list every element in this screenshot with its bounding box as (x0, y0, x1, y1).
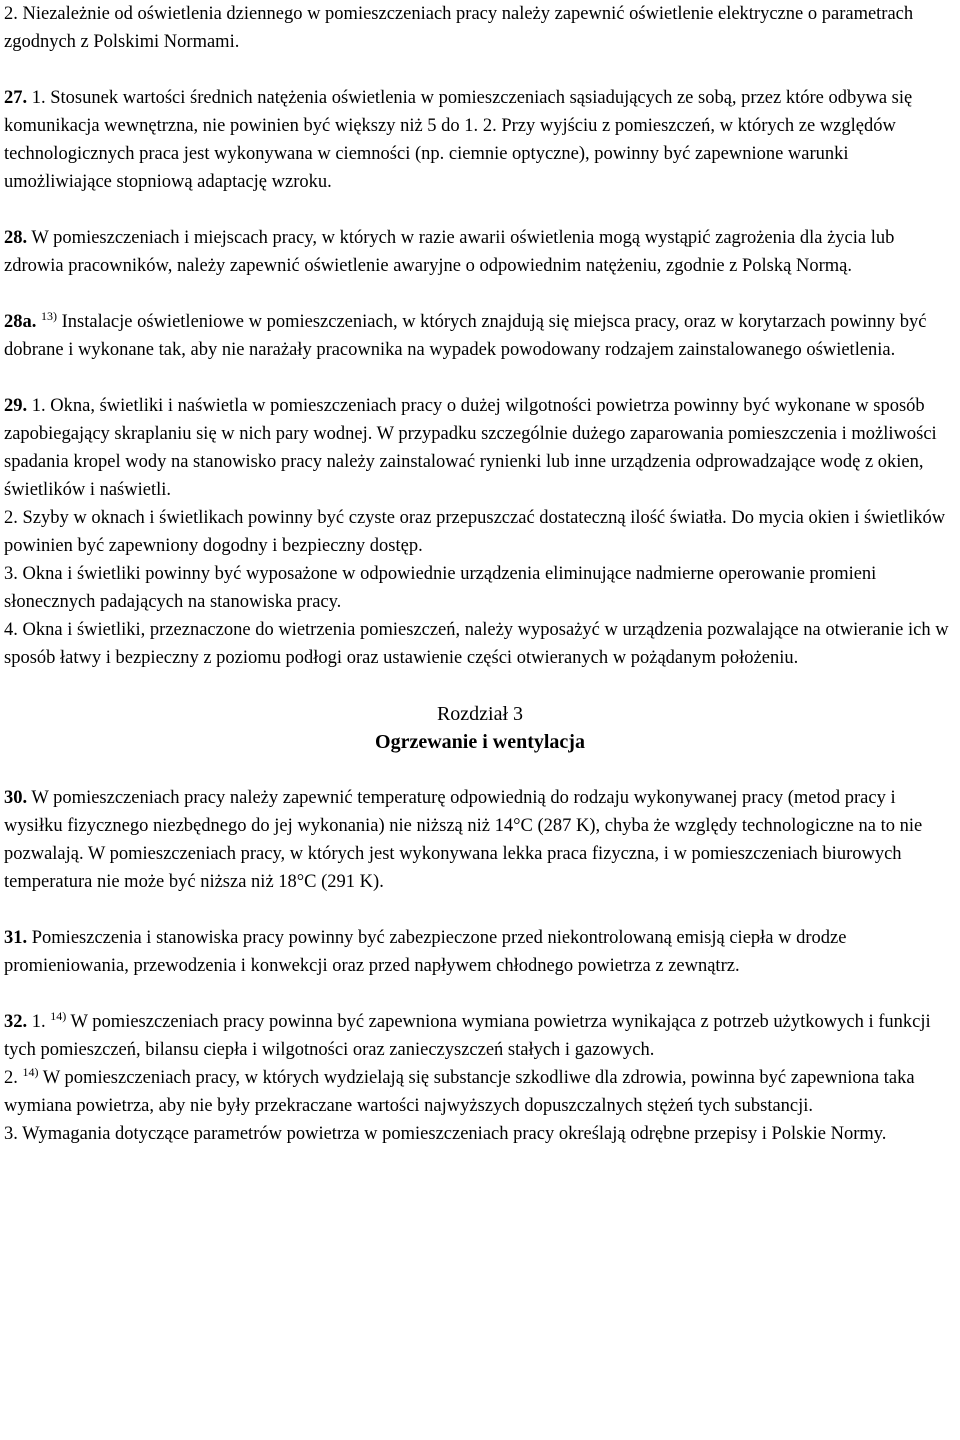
section-28a (4, 308, 956, 364)
section-27-item-1-text: Stosunek wartości średnich natężenia oświetlenia w pomieszczeniach sąsiadujących ze sobą, przez które odbywa się komunikacja wewnętrzna, nie powinien być większy niż 5 do 1. (4, 88, 913, 136)
section-30 (4, 784, 956, 896)
section-27-item-2-text: Przy wyjściu z pomieszczeń, w których ze względów technologicznych praca jest wykonywana w ciemności (np. ciemnie optyczne), powinny być zapewnione warunki umożliwiające stopniową adaptację wzroku. (4, 116, 896, 192)
section-27-item-1 (4, 84, 956, 196)
section-28a-number: 28a. (4, 312, 37, 332)
section-27-item-1-number: 1. (31, 88, 46, 108)
section-32-item-2 (4, 1064, 956, 1120)
footnote-marker-13: 13) (41, 309, 57, 323)
section-28-number: 28. (4, 228, 28, 248)
section-32-item-1 (4, 1008, 956, 1064)
spacer (4, 280, 956, 308)
section-32-item-3: 3. Wymagania dotyczące parametrów powietrza w pomieszczeniach pracy określają odrębne przepisy i Polskie Normy. (4, 1124, 887, 1144)
section-28a-text: Instalacje oświetleniowe w pomieszczeniach, w których znajdują się miejsca pracy, oraz w korytarzach powinny być dobrane i wykonane tak, aby nie narażały pracownika na wypadek powodowany rodzajem zainstalowanego oświetlenia. (4, 312, 927, 360)
spacer (4, 56, 956, 84)
section-32-item-1-text: W pomieszczeniach pracy powinna być zapewniona wymiana powietrza wynikająca z potrzeb użytkowych i funkcji tych pomieszczeń, bilansu ciepła i wilgotności oraz zanieczyszczeń stałych i gazowych. (4, 1012, 931, 1060)
footnote-marker-14: 14) (50, 1009, 67, 1023)
section-28-text: W pomieszczeniach i miejscach pracy, w których w razie awarii oświetlenia mogą wystąpić zagrożenia dla życia lub zdrowia pracowników, należy zapewnić oświetlenie awaryjne o odpowiednim natężeniu, zgodnie z Polską Normą. (4, 228, 895, 276)
section-30-number: 30. (4, 788, 28, 808)
spacer (4, 980, 956, 1008)
section-29-item-1-text: 1. Okna, świetliki i naświetla w pomieszczeniach pracy o dużej wilgotności powietrza powinny być wykonane w sposób zapobiegający skraplaniu się w nich pary wodnej. W przypadku szczególnie dużego zaparowania pomieszczenia i możliwości spadania kropel wody na stanowisko pracy należy zainstalować rynienki lub inne urządzenia odprowadzające wodę z okien, świetlików i naświetli. (4, 396, 937, 500)
spacer (4, 364, 956, 392)
chapter-label: Rozdział 3 (436, 703, 524, 725)
section-31 (4, 924, 956, 980)
section-32-item-1-number: 1. (31, 1012, 46, 1032)
section-29-number: 29. (4, 396, 28, 416)
section-27-number: 27. (4, 88, 28, 108)
section-29-item-1 (4, 392, 956, 504)
section-31-text: Pomieszczenia i stanowiska pracy powinny być zabezpieczone przed niekontrolowaną emisją ciepła w drodze promieniowania, przewodzenia i konwekcji oraz przed napływem chłodnego powietrza z zewnątrz. (4, 928, 847, 976)
paragraph-item-2-lighting: 2. Niezależnie od oświetlenia dziennego w pomieszczeniach pracy należy zapewnić oświetlenie elektryczne o parametrach zgodnych z Polskimi Normami. (4, 4, 914, 52)
section-29-item-4: 4. Okna i świetliki, przeznaczone do wietrzenia pomieszczeń, należy wyposażyć w urządzenia pozwalające na otwieranie ich w sposób łatwy i bezpieczny z poziomu podłogi oraz ustawienie części otwieranych w pożądanym położeniu. (4, 620, 949, 668)
document-page (4, 0, 956, 1148)
section-32-item-2-text: W pomieszczeniach pracy, w których wydzielają się substancje szkodliwe dla zdrowia, powinna być zapewniona taka wymiana powietrza, aby nie były przekraczane wartości najwyższych dopuszczalnych stężeń tych substancji. (4, 1068, 915, 1116)
section-27-item-2-number: 2. (482, 116, 497, 136)
spacer (4, 756, 956, 784)
section-30-text: W pomieszczeniach pracy należy zapewnić temperaturę odpowiednią do rodzaju wykonywanej pracy (metod pracy i wysiłku fizycznego niezbędnego do jej wykonania) nie niższą niż 14°C (287 K), chyba że względy technologiczne na to nie pozwalają. W pomieszczeniach pracy, w których jest wykonywana lekka praca fizyczna, i w pomieszczeniach biurowych temperatura nie może być niższa niż 18°C (291 K). (4, 788, 923, 892)
chapter-title: Ogrzewanie i wentylacja (375, 731, 585, 753)
section-29-item-2: 2. Szyby w oknach i świetlikach powinny być czyste oraz przepuszczać dostateczną ilość światła. Do mycia okien i świetlików powinien być zapewniony dogodny i bezpieczny dostęp. (4, 508, 946, 556)
spacer (4, 196, 956, 224)
spacer (4, 896, 956, 924)
section-32-item-2-number: 2. (4, 1068, 18, 1088)
section-31-number: 31. (4, 928, 28, 948)
section-32-number: 32. (4, 1012, 28, 1032)
footnote-marker-14: 14) (22, 1065, 39, 1079)
section-29-item-3: 3. Okna i świetliki powinny być wyposażone w odpowiednie urządzenia eliminujące nadmierne operowanie promieni słonecznych padających na stanowiska pracy. (4, 564, 877, 612)
section-28 (4, 224, 956, 280)
spacer (4, 672, 956, 700)
